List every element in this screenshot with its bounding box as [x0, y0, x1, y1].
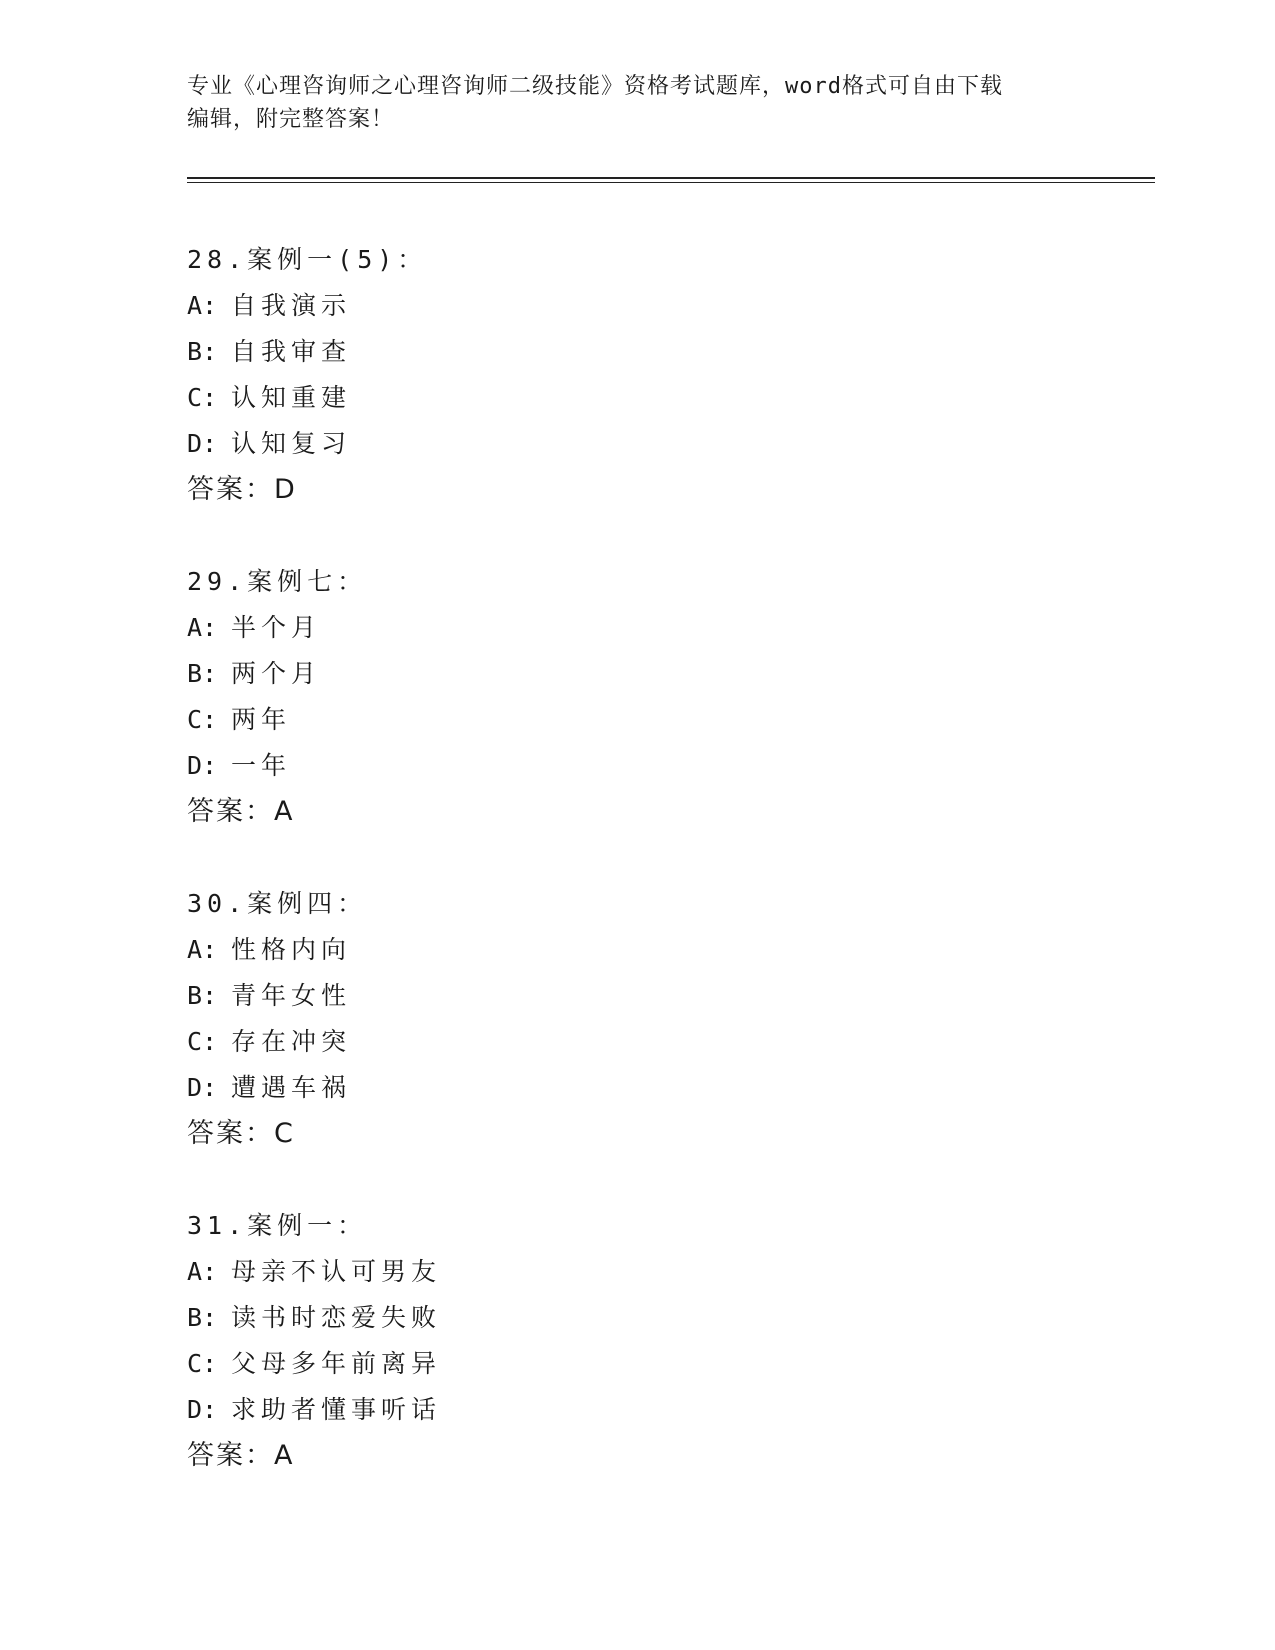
option-key: D: — [187, 1073, 218, 1102]
header-line-2: 编辑，附完整答案！ — [187, 107, 395, 132]
option-c — [187, 697, 1087, 743]
option-text: 存在冲突 — [231, 1027, 352, 1056]
option-key: B: — [187, 981, 218, 1010]
option-d — [187, 743, 1087, 789]
option-b — [187, 973, 1087, 1019]
option-text: 读书时恋爱失败 — [231, 1303, 442, 1332]
option-text: 认知复习 — [231, 429, 352, 458]
answer-line: 答案：D — [187, 474, 297, 505]
question-title: 31.案例一： — [187, 1211, 368, 1240]
option-c — [187, 1019, 1087, 1065]
option-key: A: — [187, 1257, 218, 1286]
option-key: D: — [187, 429, 218, 458]
option-text: 父母多年前离异 — [231, 1349, 442, 1378]
option-text: 青年女性 — [231, 981, 352, 1010]
option-text: 性格内向 — [231, 935, 352, 964]
question-30 — [187, 881, 1087, 1157]
question-title: 28.案例一(5)： — [187, 245, 428, 274]
header-line-1: 专业《心理咨询师之心理咨询师二级技能》资格考试题库，word格式可自由下载 — [187, 74, 1003, 99]
option-d — [187, 1387, 1087, 1433]
option-key: C: — [187, 383, 218, 412]
answer-line: 答案：A — [187, 1440, 295, 1471]
option-b — [187, 1295, 1087, 1341]
option-key: A: — [187, 613, 218, 642]
question-28 — [187, 237, 1087, 513]
question-title: 29.案例七： — [187, 567, 368, 596]
option-text: 认知重建 — [231, 383, 352, 412]
question-29 — [187, 559, 1087, 835]
option-text: 一年 — [231, 751, 292, 780]
option-key: B: — [187, 1303, 218, 1332]
header-divider-top — [187, 177, 1155, 179]
header-divider-bottom — [187, 182, 1155, 183]
option-text: 遭遇车祸 — [231, 1073, 352, 1102]
option-a — [187, 605, 1087, 651]
option-key: D: — [187, 751, 218, 780]
option-key: C: — [187, 1349, 218, 1378]
document-header — [187, 70, 1087, 136]
option-a — [187, 283, 1087, 329]
option-d — [187, 1065, 1087, 1111]
option-a — [187, 1249, 1087, 1295]
option-key: B: — [187, 337, 218, 366]
answer-line: 答案：A — [187, 796, 295, 827]
option-text: 自我审查 — [231, 337, 352, 366]
option-key: A: — [187, 291, 218, 320]
option-b — [187, 651, 1087, 697]
option-text: 自我演示 — [231, 291, 352, 320]
option-text: 半个月 — [231, 613, 322, 642]
option-key: D: — [187, 1395, 218, 1424]
question-list — [187, 237, 1087, 1525]
question-title: 30.案例四： — [187, 889, 368, 918]
question-31 — [187, 1203, 1087, 1479]
option-text: 求助者懂事听话 — [231, 1395, 442, 1424]
option-key: B: — [187, 659, 218, 688]
option-b — [187, 329, 1087, 375]
option-c — [187, 375, 1087, 421]
option-key: C: — [187, 705, 218, 734]
option-c — [187, 1341, 1087, 1387]
option-a — [187, 927, 1087, 973]
option-key: C: — [187, 1027, 218, 1056]
option-d — [187, 421, 1087, 467]
answer-line: 答案：C — [187, 1118, 295, 1149]
option-text: 母亲不认可男友 — [231, 1257, 442, 1286]
option-key: A: — [187, 935, 218, 964]
option-text: 两年 — [231, 705, 292, 734]
option-text: 两个月 — [231, 659, 322, 688]
